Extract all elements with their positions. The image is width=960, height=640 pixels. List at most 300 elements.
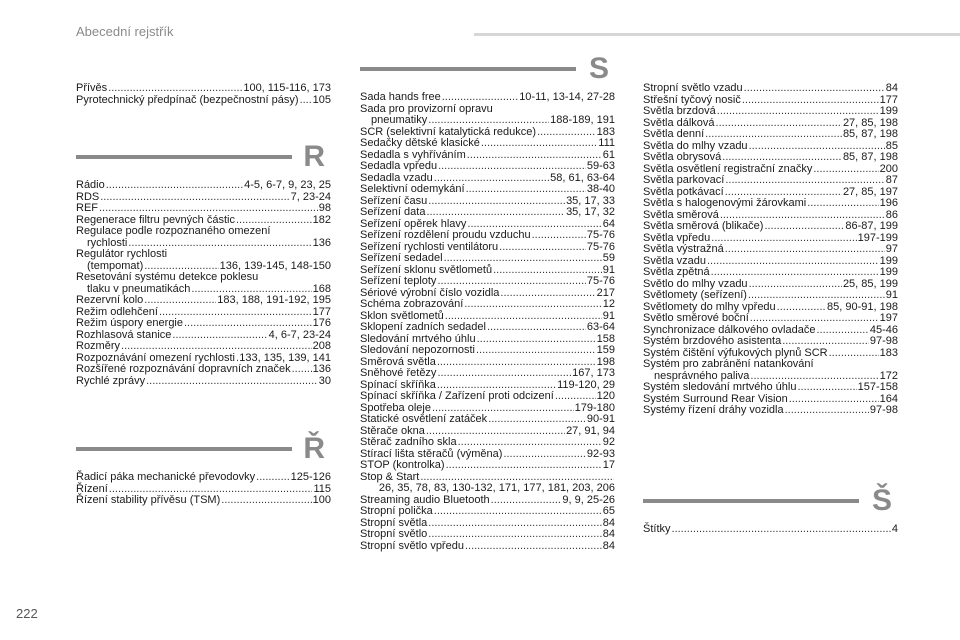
- entry-term: Světla parkovací: [643, 174, 725, 186]
- section-header-s: [360, 52, 615, 92]
- leader-dots: [477, 334, 596, 346]
- index-entry: [643, 83, 898, 95]
- leader-dots: [256, 472, 289, 484]
- entry-pages: 4: [891, 523, 898, 535]
- index-entry: [360, 115, 615, 127]
- index-entry: [360, 230, 615, 242]
- entry-pages: 7, 23-24: [290, 190, 331, 203]
- entry-pages: 119-120, 29: [557, 378, 615, 391]
- entry-term: Stírací lišta stěračů (výměna): [360, 447, 503, 460]
- index-section-r: [76, 140, 331, 387]
- entry-pages: 30: [318, 374, 331, 387]
- entry-pages: 4, 6-7, 23-24: [268, 328, 331, 341]
- index-entry: [360, 541, 615, 553]
- entry-term: Štítky: [643, 523, 671, 535]
- leader-dots: [221, 495, 311, 507]
- leader-dots: [532, 230, 586, 242]
- entry-term: Seřízení teploty: [360, 275, 437, 287]
- entry-pages: 35, 17, 32: [566, 206, 615, 218]
- entry-pages: 177: [879, 93, 898, 106]
- entry-pages: 10-11, 13-14, 27-28: [519, 91, 615, 103]
- entry-term: Řízení stability přívěsu (TSM): [76, 494, 221, 506]
- entry-pages: 199: [879, 266, 898, 278]
- entries-rh: [76, 472, 331, 507]
- entry-term: Schéma zobrazování: [360, 298, 464, 310]
- leader-dots: [742, 95, 879, 107]
- leader-dots: [782, 336, 869, 348]
- entry-term: Pyrotechnický předpínač (bezpečnostní pásy): [76, 93, 299, 106]
- entry-term: Stěrač zadního skla: [360, 436, 457, 448]
- leader-dots: [426, 207, 565, 219]
- leader-dots: [437, 368, 571, 380]
- index-entry: [360, 161, 615, 173]
- leader-dots: [748, 290, 885, 302]
- index-entry: [360, 207, 615, 219]
- index-entry: [360, 138, 615, 150]
- entry-pages: 90-91: [586, 413, 615, 425]
- entry-term: Stop & Start: [360, 470, 420, 483]
- leader-dots: [503, 449, 585, 461]
- entry-term: Stropní polička: [360, 505, 433, 517]
- index-entry: [643, 267, 898, 279]
- index-entry: [360, 437, 615, 449]
- entry-pages: 9, 9, 25-26: [562, 493, 615, 506]
- entry-pages: 168: [312, 282, 331, 295]
- leader-dots: [750, 313, 879, 325]
- leader-dots: [813, 164, 878, 176]
- section-rule: [643, 499, 859, 503]
- entry-pages: 84: [602, 539, 615, 552]
- entry-pages: 38-40: [586, 183, 615, 195]
- entry-pages: 84: [602, 528, 615, 540]
- entry-pages: 59: [602, 252, 615, 264]
- entry-term: Sada pro provizorní opravu: [360, 102, 493, 115]
- entry-term: Světla denní: [643, 128, 705, 140]
- leader-dots: [292, 364, 312, 376]
- index-entry: [360, 506, 615, 518]
- entry-term: Světla s halogenovými žárovkami: [643, 197, 807, 209]
- entry-term: Světla směrová: [643, 208, 719, 221]
- index-entry: [76, 192, 331, 204]
- entry-term: pneumatiky: [371, 114, 428, 126]
- entry-pages: 208: [312, 340, 331, 352]
- leader-dots: [764, 221, 844, 233]
- leader-dots: [789, 394, 879, 406]
- leader-dots: [476, 345, 596, 357]
- leader-dots: [797, 382, 856, 394]
- entry-term: Systém čištění výfukových plynů SCR: [643, 346, 828, 359]
- entry-pages: 59-63: [586, 160, 615, 172]
- entry-term: Směrová světla: [360, 355, 436, 368]
- entry-pages: 100: [312, 494, 331, 506]
- entry-term: Seřízení data: [360, 206, 426, 218]
- entry-term: Řízení: [76, 482, 108, 495]
- entry-pages: 136, 139-145, 148-150: [219, 259, 331, 272]
- entry-term: Systém Surround Rear Vision: [643, 392, 788, 405]
- entry-pages: 97-98: [869, 335, 898, 347]
- leader-dots: [466, 184, 586, 196]
- index-entry: [643, 198, 898, 210]
- leader-dots: [537, 127, 596, 139]
- entry-term: Systém sledování mrtvého úhlu: [643, 381, 797, 393]
- entry-term: Světla do mlhy vzadu: [643, 139, 748, 152]
- leader-dots: [493, 265, 602, 277]
- leader-dots: [555, 391, 596, 403]
- leader-dots: [487, 322, 586, 334]
- entry-term: (tempomat): [87, 259, 144, 272]
- index-entry: [643, 524, 898, 536]
- entry-pages: 27, 85, 197: [842, 185, 898, 198]
- entry-pages: 35, 17, 33: [566, 194, 615, 207]
- entry-term: Seřízení sedadel: [360, 252, 443, 264]
- leader-dots: [100, 192, 289, 204]
- entry-term: Sklon světlometů: [360, 309, 444, 322]
- entry-term: Střešní tyčový nosič: [643, 93, 741, 106]
- leader-dots: [725, 175, 884, 187]
- leader-dots: [467, 150, 602, 162]
- entry-term: Selektivní odemykání: [360, 183, 465, 195]
- entry-pages: 91: [885, 289, 898, 301]
- index-entry: [360, 345, 615, 357]
- index-entry: [643, 221, 898, 233]
- index-entry: [360, 483, 615, 495]
- section-rule: [76, 447, 292, 451]
- leader-dots: [428, 196, 565, 208]
- entry-pages: 92-93: [586, 447, 615, 460]
- entry-pages: 183: [596, 125, 615, 138]
- entry-term: Systém brzdového asistenta: [643, 335, 782, 347]
- leader-dots: [717, 106, 879, 118]
- entry-term: Seřízení sklonu světlometů: [360, 263, 493, 276]
- entry-term: Světla zpětná: [643, 266, 710, 278]
- entry-term: Světla dálková: [643, 116, 715, 129]
- entry-term: Regulace podle rozpoznaného omezení: [76, 225, 271, 237]
- leader-dots: [488, 414, 586, 426]
- entry-term: Stropní světla: [360, 516, 428, 529]
- entries-s-cont: [643, 83, 898, 417]
- leader-dots: [184, 318, 312, 330]
- entry-term: Světlomety do mlhy vpředu: [643, 300, 776, 313]
- entry-pages: 87: [885, 174, 898, 186]
- entry-term: Režim odlehčení: [76, 305, 158, 318]
- entry-pages: 120: [596, 390, 615, 402]
- entry-term: Resetování systému detekce poklesu: [76, 271, 259, 283]
- index-entry: [360, 184, 615, 196]
- entry-term: Rychlé zprávy: [76, 374, 146, 387]
- index-entry: [643, 290, 898, 302]
- entry-pages: 45-46: [869, 323, 898, 336]
- entry-pages: 217: [596, 286, 615, 299]
- section-rule: [360, 67, 576, 71]
- index-entry: [76, 364, 331, 376]
- entry-pages: 64: [602, 217, 615, 230]
- leader-dots: [744, 83, 885, 95]
- leader-dots: [446, 460, 602, 472]
- entry-pages: 58, 61, 63-64: [550, 171, 615, 184]
- leader-dots: [438, 161, 586, 173]
- entry-term: Sklopení zadních sedadel: [360, 321, 486, 333]
- leader-dots: [705, 129, 842, 141]
- index-entry: [643, 152, 898, 164]
- index-entry: [76, 472, 331, 484]
- entry-term: Seřízení rychlosti ventilátoru: [360, 240, 499, 253]
- index-entry: [76, 203, 331, 215]
- entry-pages: 199: [879, 254, 898, 267]
- index-entry: [76, 95, 331, 107]
- leader-dots: [722, 152, 842, 164]
- index-entry: [76, 341, 331, 353]
- section-letter: Ř: [303, 432, 325, 465]
- entries-r: [76, 180, 331, 387]
- entry-pages: 183: [879, 346, 898, 359]
- entry-term: Systémy řízení dráhy vozidla: [643, 404, 784, 416]
- entry-pages: 86-87, 199: [845, 220, 898, 232]
- index-entry: [360, 529, 615, 541]
- index-entry: [360, 92, 615, 104]
- entries-s: [360, 92, 615, 552]
- leader-dots: [300, 95, 312, 107]
- entry-pages: 177: [312, 305, 331, 318]
- leader-dots: [716, 118, 842, 130]
- entry-term: Seřízení rozdělení proudu vzduchu: [360, 229, 531, 241]
- leader-dots: [428, 529, 601, 541]
- entry-term: Světla potkávací: [643, 185, 724, 198]
- entry-term: Sedadla vpředu: [360, 160, 438, 172]
- header-bar: [474, 33, 960, 36]
- entry-pages: 176: [312, 317, 331, 329]
- leader-dots: [464, 299, 601, 311]
- entry-pages: 182: [312, 213, 331, 226]
- leader-dots: [465, 541, 602, 553]
- entry-term: Spínací skříňka: [360, 378, 436, 391]
- leader-dots: [725, 244, 885, 256]
- entry-term: Sedadla s vyhříváním: [360, 148, 466, 161]
- leader-dots: [144, 295, 216, 307]
- entry-term: Streaming audio Bluetooth: [360, 493, 490, 506]
- entry-pages: 75-76: [586, 229, 615, 241]
- index-entry: [360, 253, 615, 265]
- entry-term: Seřízení opěrek hlavy: [360, 217, 467, 230]
- entry-term: rychlosti: [87, 236, 128, 249]
- index-entry: [643, 244, 898, 256]
- entry-term: SCR (selektivní katalytická redukce): [360, 125, 537, 138]
- entry-term: Světla brzdová: [643, 105, 716, 117]
- entry-pages: 17: [602, 459, 615, 471]
- entry-term: Světla výstražná: [643, 243, 724, 255]
- leader-dots: [711, 233, 856, 245]
- entry-term: Regenerace filtru pevných částic: [76, 213, 235, 226]
- entry-term: Rozměry: [76, 340, 121, 352]
- entry-pages: 179-180: [574, 401, 615, 414]
- leader-dots: [481, 138, 597, 150]
- leader-dots: [672, 524, 891, 536]
- index-entry: [643, 405, 898, 417]
- section-header-rh: [76, 432, 331, 472]
- entry-pages: 136: [312, 363, 331, 375]
- entry-pages: 4-5, 6-7, 9, 23, 25: [244, 179, 331, 191]
- index-entry: [360, 391, 615, 403]
- leader-dots: [444, 253, 602, 265]
- entry-term: Rozpoznávání omezení rychlosti: [76, 351, 235, 364]
- leader-dots: [442, 92, 518, 104]
- leader-dots: [816, 325, 868, 337]
- entry-term: Rezervní kolo: [76, 294, 144, 306]
- entry-pages: 97: [885, 243, 898, 255]
- index-entry: [76, 495, 331, 507]
- entry-term: Stěrače okna: [360, 424, 425, 437]
- index-entry: [643, 106, 898, 118]
- entry-term: Přívěs: [76, 82, 108, 94]
- entry-pages: 61: [602, 148, 615, 161]
- leader-dots: [106, 180, 243, 192]
- entry-term: nesprávného paliva: [654, 369, 750, 382]
- entry-term: Regulátor rychlosti: [76, 248, 168, 260]
- leader-dots: [121, 341, 312, 353]
- leader-dots: [499, 242, 586, 254]
- page-header-title: Abecední rejstřík: [76, 24, 174, 39]
- index-entry: [76, 249, 331, 261]
- entry-term: Světla obrysová: [643, 151, 722, 163]
- entry-pages: 85, 87, 198: [842, 151, 898, 163]
- entry-pages: 200: [879, 162, 898, 175]
- entry-pages: 85, 90-91, 198: [827, 300, 898, 313]
- leader-dots: [749, 279, 842, 291]
- entry-pages: 199: [879, 105, 898, 117]
- section-rule: [76, 155, 292, 159]
- index-entry: [643, 313, 898, 325]
- entry-term: Režim úspory energie: [76, 317, 183, 329]
- index-entry: [643, 336, 898, 348]
- leader-dots: [428, 518, 601, 530]
- entry-term: Sněhové řetězy: [360, 367, 437, 379]
- entry-pages: 98: [318, 202, 331, 214]
- index-entry: [643, 175, 898, 187]
- index-entry: [76, 180, 331, 192]
- entry-term: Systém pro zabránění natankování: [643, 358, 814, 370]
- page-number: 222: [16, 606, 38, 621]
- entry-term: Spínací skříňka / Zařízení proti odcizení: [360, 390, 554, 402]
- index-entry: [76, 376, 331, 388]
- leader-dots: [434, 506, 602, 518]
- leader-dots: [458, 437, 602, 449]
- entry-pages: 164: [879, 392, 898, 405]
- entry-pages: 198: [596, 355, 615, 368]
- entry-pages: 91: [602, 263, 615, 276]
- index-section-s: [360, 52, 615, 552]
- section-letter: S: [588, 52, 609, 85]
- leader-dots: [500, 288, 595, 300]
- entry-pages: 158: [596, 332, 615, 345]
- entry-term: STOP (kontrolka): [360, 459, 445, 471]
- index-entry: [360, 368, 615, 380]
- entries-pre: [76, 83, 331, 106]
- entry-pages: 63-64: [586, 321, 615, 333]
- entry-pages: 85: [885, 139, 898, 152]
- entry-term: Sériové výrobní číslo vozidla: [360, 286, 500, 299]
- leader-dots: [829, 348, 879, 360]
- entry-term: tlaku v pneumatikách: [87, 282, 191, 295]
- entry-pages: 157-158: [857, 381, 898, 393]
- entry-term: Stropní světlo vzadu: [643, 82, 743, 94]
- entry-pages: 100, 115-116, 173: [243, 82, 331, 94]
- entry-term: Sada hands free: [360, 91, 441, 103]
- entry-pages: 25, 85, 199: [842, 277, 898, 290]
- index-section-rh: [76, 432, 331, 507]
- entry-pages: 159: [596, 344, 615, 356]
- entry-pages: 115: [313, 482, 331, 495]
- entry-pages: 65: [602, 505, 615, 517]
- entry-term: Světlomety (seřízení): [643, 289, 747, 301]
- index-entry: [360, 299, 615, 311]
- entry-pages: 27, 85, 198: [842, 116, 898, 129]
- section-header-sh: [643, 484, 898, 524]
- leader-dots: [707, 256, 879, 268]
- index-entry: [76, 83, 331, 95]
- entry-term: Světla vpředu: [643, 231, 711, 244]
- index-entry: [643, 359, 898, 371]
- entry-term: Světla vzadu: [643, 254, 706, 267]
- leader-dots: [99, 203, 318, 215]
- entry-pages: 84: [885, 82, 898, 94]
- section-letter: R: [303, 140, 325, 173]
- index-entry: [360, 460, 615, 472]
- index-entry: [643, 129, 898, 141]
- entry-term: Světlo do mlhy vzadu: [643, 277, 748, 290]
- leader-dots: [172, 330, 267, 342]
- leader-dots: [491, 495, 562, 507]
- leader-dots: [785, 405, 869, 417]
- entry-term: Statické osvětlení zatáček: [360, 413, 488, 425]
- entry-term: Sledování mrtvého úhlu: [360, 332, 476, 345]
- entry-term: Rádio: [76, 179, 105, 191]
- index-entry: [360, 414, 615, 426]
- leader-dots: [428, 115, 549, 127]
- leader-dots: [146, 376, 318, 388]
- entries-sh: [643, 524, 898, 536]
- entry-pages: 27, 91, 94: [566, 424, 615, 437]
- entry-pages: 92: [602, 436, 615, 448]
- entry-pages: 12: [602, 298, 615, 310]
- entry-pages: 85, 87, 198: [842, 128, 898, 140]
- entry-pages: 86: [885, 208, 898, 221]
- entry-term: Světla osvětlení registrační značky: [643, 162, 813, 175]
- entry-pages: 136: [312, 236, 331, 249]
- entry-term: Stropní světlo: [360, 528, 428, 540]
- index-entry: [76, 318, 331, 330]
- entry-term: Rozšířené rozpoznávání dopravních značek: [76, 363, 291, 375]
- entry-term: RDS: [76, 190, 100, 203]
- leader-dots: [437, 276, 585, 288]
- leader-dots: [777, 302, 826, 314]
- entry-term: REF: [76, 202, 98, 214]
- entry-pages: 196: [879, 197, 898, 209]
- leader-dots: [108, 83, 242, 95]
- section-header-r: [76, 140, 331, 180]
- entry-pages: 167, 173: [572, 367, 615, 379]
- entry-term: Sedadla vzadu: [360, 171, 433, 184]
- entry-term: Spotřeba oleje: [360, 401, 431, 414]
- entry-term: Sedačky dětské klasické: [360, 137, 480, 149]
- index-section-sh: [643, 484, 898, 536]
- index-column-3: [643, 83, 898, 417]
- entry-pages: 105: [312, 93, 331, 106]
- entry-term: Seřízení času: [360, 194, 428, 207]
- entry-term: Stropní světlo vpředu: [360, 539, 464, 552]
- index-entry: [76, 226, 331, 238]
- leader-dots: [711, 267, 879, 279]
- entry-pages: 75-76: [586, 275, 615, 287]
- entry-pages: 75-76: [586, 240, 615, 253]
